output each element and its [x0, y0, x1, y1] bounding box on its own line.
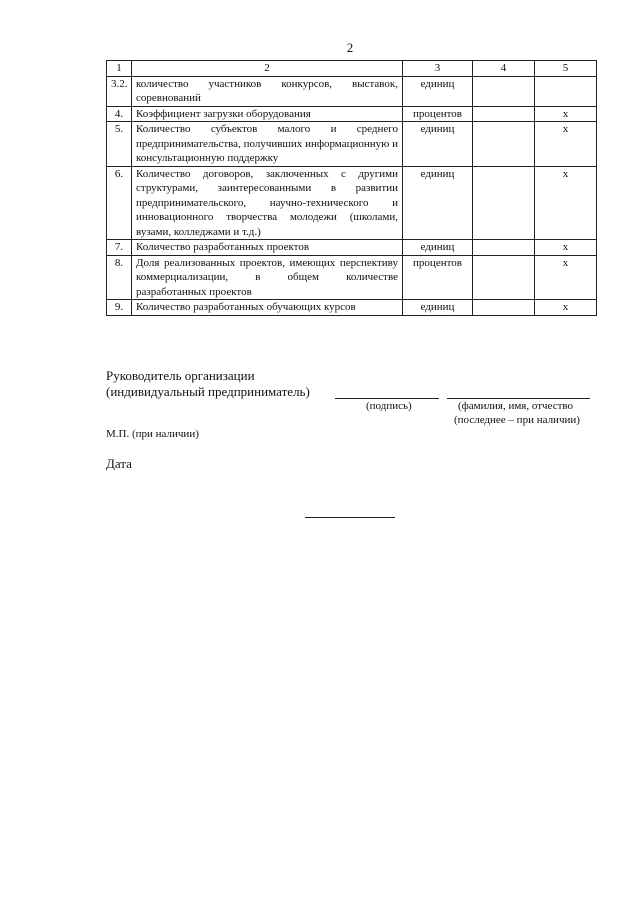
table-cell-c5: х [535, 300, 597, 316]
table-cell-c4 [473, 255, 535, 300]
table-row [107, 166, 597, 240]
table-cell-unit: единиц [403, 122, 473, 167]
table-row [107, 300, 597, 316]
table-cell-unit: единиц [403, 166, 473, 240]
signature-line [335, 398, 439, 399]
table-cell-c5 [535, 76, 597, 106]
table-cell-c4 [473, 76, 535, 106]
page-number: 2 [346, 40, 354, 55]
table-cell-desc: Количество разработанных проектов [132, 240, 403, 256]
signature-caption: (подпись) [366, 400, 412, 412]
header-cell: 5 [535, 61, 597, 77]
table-cell-num: 8. [107, 255, 132, 300]
table-cell-num: 6. [107, 166, 132, 240]
table-cell-c5: х [535, 255, 597, 300]
table-cell-desc: Количество субъектов малого и среднего предпринимательства, получивших информационную и консультационную поддержку [132, 122, 403, 167]
table-cell-num: 9. [107, 300, 132, 316]
table-cell-num: 4. [107, 106, 132, 122]
name-caption: (фамилия, имя, отчество [458, 400, 574, 412]
table-cell-desc: Коэффициент загрузки оборудования [132, 106, 403, 122]
table-cell-desc: количество участников конкурсов, выставок, соревнований [132, 76, 403, 106]
table-header-row [107, 61, 597, 77]
stamp-label: М.П. (при наличии) [106, 428, 199, 440]
table-cell-unit: единиц [403, 300, 473, 316]
table-cell-c4 [473, 240, 535, 256]
header-cell: 2 [132, 61, 403, 77]
table-cell-unit: процентов [403, 255, 473, 300]
table-row [107, 240, 597, 256]
table-cell-c5: х [535, 122, 597, 167]
header-cell: 4 [473, 61, 535, 77]
table-cell-unit: единиц [403, 240, 473, 256]
indicators-table [106, 60, 597, 316]
table-row [107, 122, 597, 167]
table-cell-c5: х [535, 240, 597, 256]
table-cell-num: 3.2. [107, 76, 132, 106]
table-cell-c5: х [535, 106, 597, 122]
table-cell-c4 [473, 122, 535, 167]
table-row [107, 255, 597, 300]
table-cell-unit: процентов [403, 106, 473, 122]
table-cell-num: 7. [107, 240, 132, 256]
date-label: Дата [106, 456, 132, 471]
table-cell-c4 [473, 166, 535, 240]
entrepreneur-label: (индивидуальный предприниматель) [106, 384, 310, 399]
table-cell-desc: Доля реализованных проектов, имеющих перспективу коммерциализации, в общем количестве разработанных проектов [132, 255, 403, 300]
table-cell-num: 5. [107, 122, 132, 167]
table-cell-c4 [473, 106, 535, 122]
head-of-organization-label: Руководитель организации [106, 368, 255, 383]
table-row [107, 106, 597, 122]
table-cell-c5: х [535, 166, 597, 240]
header-cell: 1 [107, 61, 132, 77]
name-line [447, 398, 590, 399]
table-row [107, 76, 597, 106]
end-separator-line [305, 517, 395, 518]
table-cell-unit: единиц [403, 76, 473, 106]
header-cell: 3 [403, 61, 473, 77]
name-caption-note: (последнее – при наличии) [454, 414, 580, 426]
table-cell-c4 [473, 300, 535, 316]
table-cell-desc: Количество договоров, заключенных с другими структурами, заинтересованными в развитии предпринимательского, научно-технического и инновационного творчества молодежи (школами, вузами, колледжами и т.д.) [132, 166, 403, 240]
table-cell-desc: Количество разработанных обучающих курсов [132, 300, 403, 316]
